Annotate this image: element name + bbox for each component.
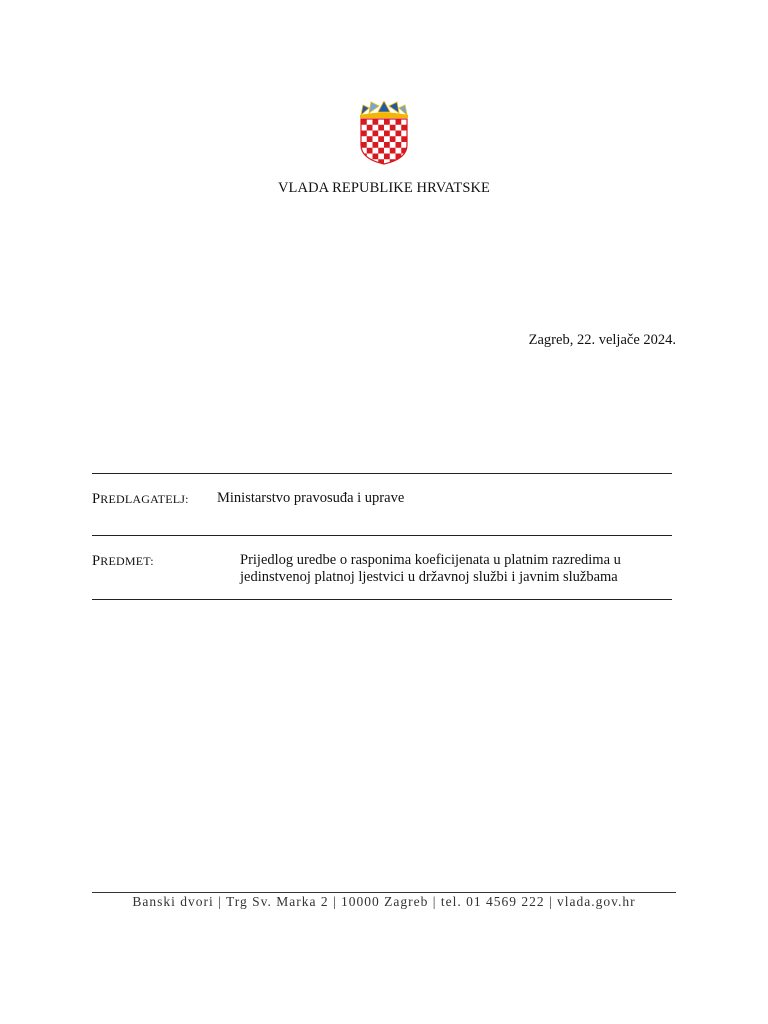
croatian-coat-of-arms-icon [358,101,410,165]
footer-contact: Banski dvori | Trg Sv. Marka 2 | 10000 Zagreb | tel. 01 4569 222 | vlada.gov.hr [132,894,636,909]
proposer-label: PREDLAGATELJ: [92,491,189,507]
subject-line-1: Prijedlog uredbe o rasponima koeficijenata u platnim razredima u [240,552,621,568]
divider [92,535,672,536]
proposer-value: Ministarstvo pravosuđa i uprave [217,490,405,506]
document-date: Zagreb, 22. veljače 2024. [528,332,676,348]
divider [92,599,672,600]
divider [92,473,672,474]
government-title: VLADA REPUBLIKE HRVATSKE [277,180,491,196]
subject-line-2: jedinstvenoj platnoj ljestvici u državnoj službi i javnim službama [240,569,618,585]
subject-value [240,552,621,586]
crown [360,101,408,118]
subject-label: PREDMET: [92,553,154,569]
footer-divider [92,892,676,893]
